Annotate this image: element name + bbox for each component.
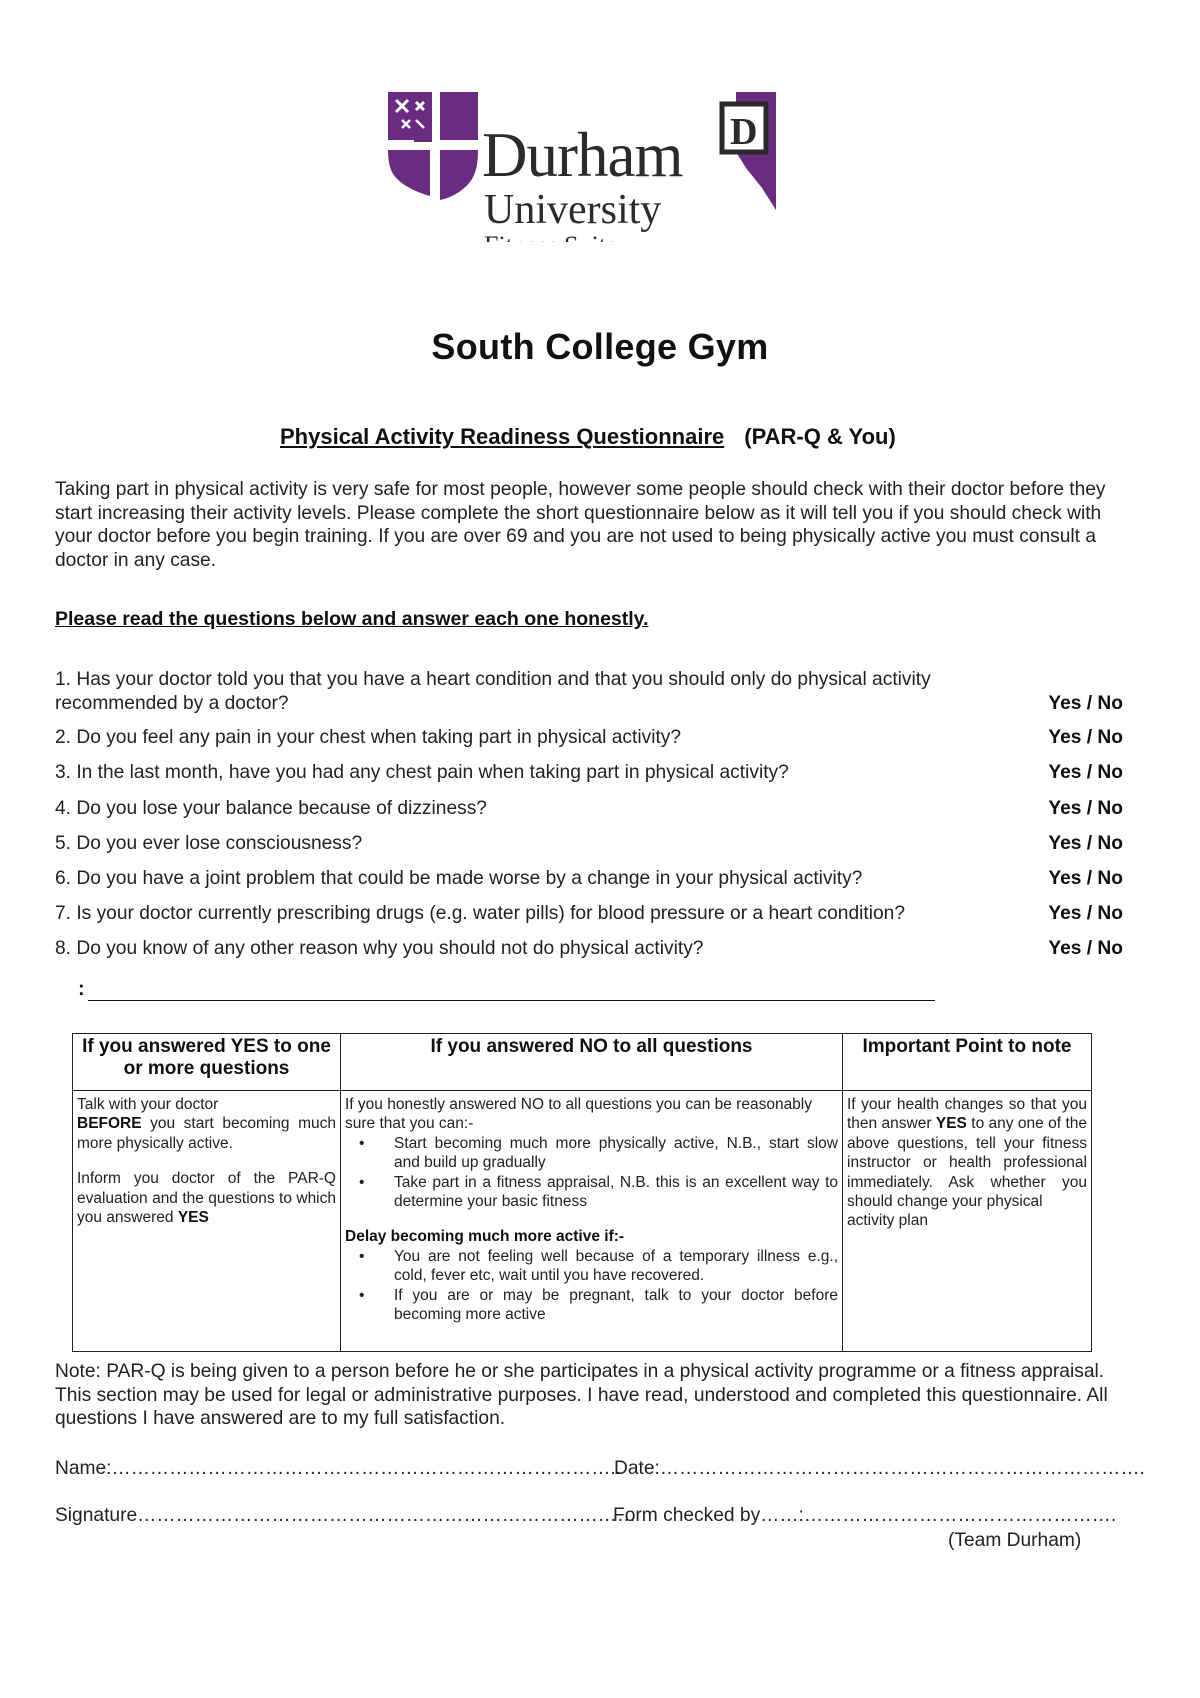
important-note-bold: YES	[935, 1115, 967, 1133]
question-item	[55, 797, 1145, 821]
header-important: Important Point to note	[843, 1034, 1092, 1091]
form-checked-by-field[interactable]: Form checked by……:………………………………………….	[613, 1505, 1117, 1526]
question-text: 5. Do you ever lose consciousness?	[55, 832, 363, 854]
list-item: • If you are or may be pregnant, talk to your doctor before becoming more active	[345, 1286, 838, 1325]
yes-advice-2-a: Inform you doctor of the PAR-Q evaluation and the questions to which you answered	[77, 1170, 336, 1227]
yes-no-answer[interactable]: Yes / No	[1048, 938, 1123, 960]
other-reason-line[interactable]	[78, 978, 85, 1001]
no-column-cell	[341, 1091, 843, 1352]
yes-advice-1-bold: BEFORE	[77, 1115, 142, 1133]
yes-no-answer[interactable]: Yes / No	[1048, 762, 1123, 784]
logo-line-1: Durham	[482, 120, 683, 190]
colon-label: :	[78, 978, 85, 1000]
durham-university-logo	[386, 92, 776, 252]
no-intro: If you honestly answered NO to all questions you can be reasonably sure that you can:-	[345, 1096, 812, 1133]
no-bullets-2	[345, 1247, 838, 1325]
question-text: 1. Has your doctor told you that you have a heart condition and that you should only do physical activity recommended by a doctor?	[55, 669, 931, 714]
question-text: 2. Do you feel any pain in your chest when taking part in physical activity?	[55, 727, 682, 749]
important-column-cell	[843, 1091, 1092, 1352]
yes-column-cell	[73, 1091, 341, 1352]
yes-advice-1-a: Talk with your doctor	[77, 1096, 219, 1113]
question-text: 8. Do you know of any other reason why you should not do physical activity?	[55, 938, 704, 960]
list-item: • Take part in a fitness appraisal, N.B. this is an excellent way to determine your basic fitness	[345, 1173, 838, 1212]
question-text: 6. Do you have a joint problem that could be made worse by a change in your physical activity?	[55, 867, 863, 889]
table-header-row	[73, 1034, 1092, 1091]
yes-advice-2-bold: YES	[177, 1209, 209, 1227]
yes-no-answer[interactable]: Yes / No	[1048, 692, 1123, 714]
question-item	[55, 902, 1145, 926]
delay-heading: Delay becoming much more active if:-	[345, 1228, 625, 1246]
important-note-b: to any one of the above questions, tell your fitness instructor or health professional immediately. Ask whether you should change your physical	[847, 1115, 1087, 1211]
header-no: If you answered NO to all questions	[341, 1034, 843, 1091]
important-note-c: activity plan	[847, 1212, 928, 1230]
yes-advice-1-b: you start becoming much more physically active.	[77, 1115, 336, 1152]
question-item	[55, 937, 1145, 961]
yes-no-answer[interactable]: Yes / No	[1048, 727, 1123, 749]
question-item	[55, 668, 1145, 715]
question-text: 4. Do you lose your balance because of dizziness?	[55, 797, 487, 819]
question-text: 3. In the last month, have you had any chest pain when taking part in physical activity?	[55, 762, 789, 784]
yes-no-answer[interactable]: Yes / No	[1048, 903, 1123, 925]
name-field[interactable]: Name:……………………………………………………………………..	[55, 1458, 622, 1479]
date-field[interactable]: Date:………………………………………………………………….	[614, 1458, 1145, 1479]
legal-note: Note: PAR-Q is being given to a person before he or she participates in a physical activity programme or a fitness appraisal. This section may be used for legal or administrative purposes. I have read, understood and completed this questionnaire. All questions I have answered are to my full satisfaction.	[55, 1361, 1108, 1430]
yes-no-answer[interactable]: Yes / No	[1048, 797, 1123, 819]
svg-text:D: D	[730, 111, 758, 153]
question-list	[55, 668, 1145, 973]
yes-advice-2	[77, 1169, 336, 1227]
yes-no-answer[interactable]: Yes / No	[1048, 832, 1123, 854]
team-label: (Team Durham)	[948, 1530, 1082, 1551]
logo-crop-mask	[386, 242, 776, 252]
answer-underline	[88, 1000, 935, 1001]
questionnaire-subtitle	[280, 424, 896, 450]
question-item	[55, 867, 1145, 891]
list-item: • You are not feeling well because of a temporary illness e.g., cold, fever etc, wait until you have recovered.	[345, 1247, 838, 1286]
question-text: 7. Is your doctor currently prescribing drugs (e.g. water pills) for blood pressure or a heart condition?	[55, 903, 905, 925]
table-row	[73, 1091, 1092, 1352]
guidance-table	[72, 1033, 1092, 1352]
question-item	[55, 832, 1145, 856]
subtitle-main: Physical Activity Readiness Questionnaire	[280, 424, 725, 449]
yes-no-answer[interactable]: Yes / No	[1048, 867, 1123, 889]
logo-line-2: University	[484, 187, 662, 233]
subtitle-paren: (PAR-Q & You)	[744, 424, 896, 449]
important-note	[847, 1095, 1087, 1211]
intro-paragraph: Taking part in physical activity is very safe for most people, however some people should check with their doctor before they start increasing their activity levels. Please complete the short questionnaire below as it will tell you if you should check with your doctor before you begin training. If you are over 69 and you are not used to being physically active you must consult a doctor in any case.	[55, 479, 1106, 571]
header-yes: If you answered YES to one or more questions	[73, 1034, 341, 1091]
important-note-a: If your health changes so that you then answer	[847, 1096, 1087, 1133]
page-title: South College Gym	[431, 326, 769, 367]
yes-advice-1	[77, 1095, 336, 1153]
question-item	[55, 726, 1145, 750]
list-item: • Start becoming much more physically active, N.B., start slow and build up gradually	[345, 1134, 838, 1173]
signature-field[interactable]: Signature……………………………………………………………………	[55, 1505, 637, 1526]
instruction-heading: Please read the questions below and answer each one honestly.	[55, 608, 649, 630]
no-bullets-1	[345, 1134, 838, 1212]
question-item	[55, 761, 1145, 785]
logo-wordmark	[482, 120, 683, 252]
